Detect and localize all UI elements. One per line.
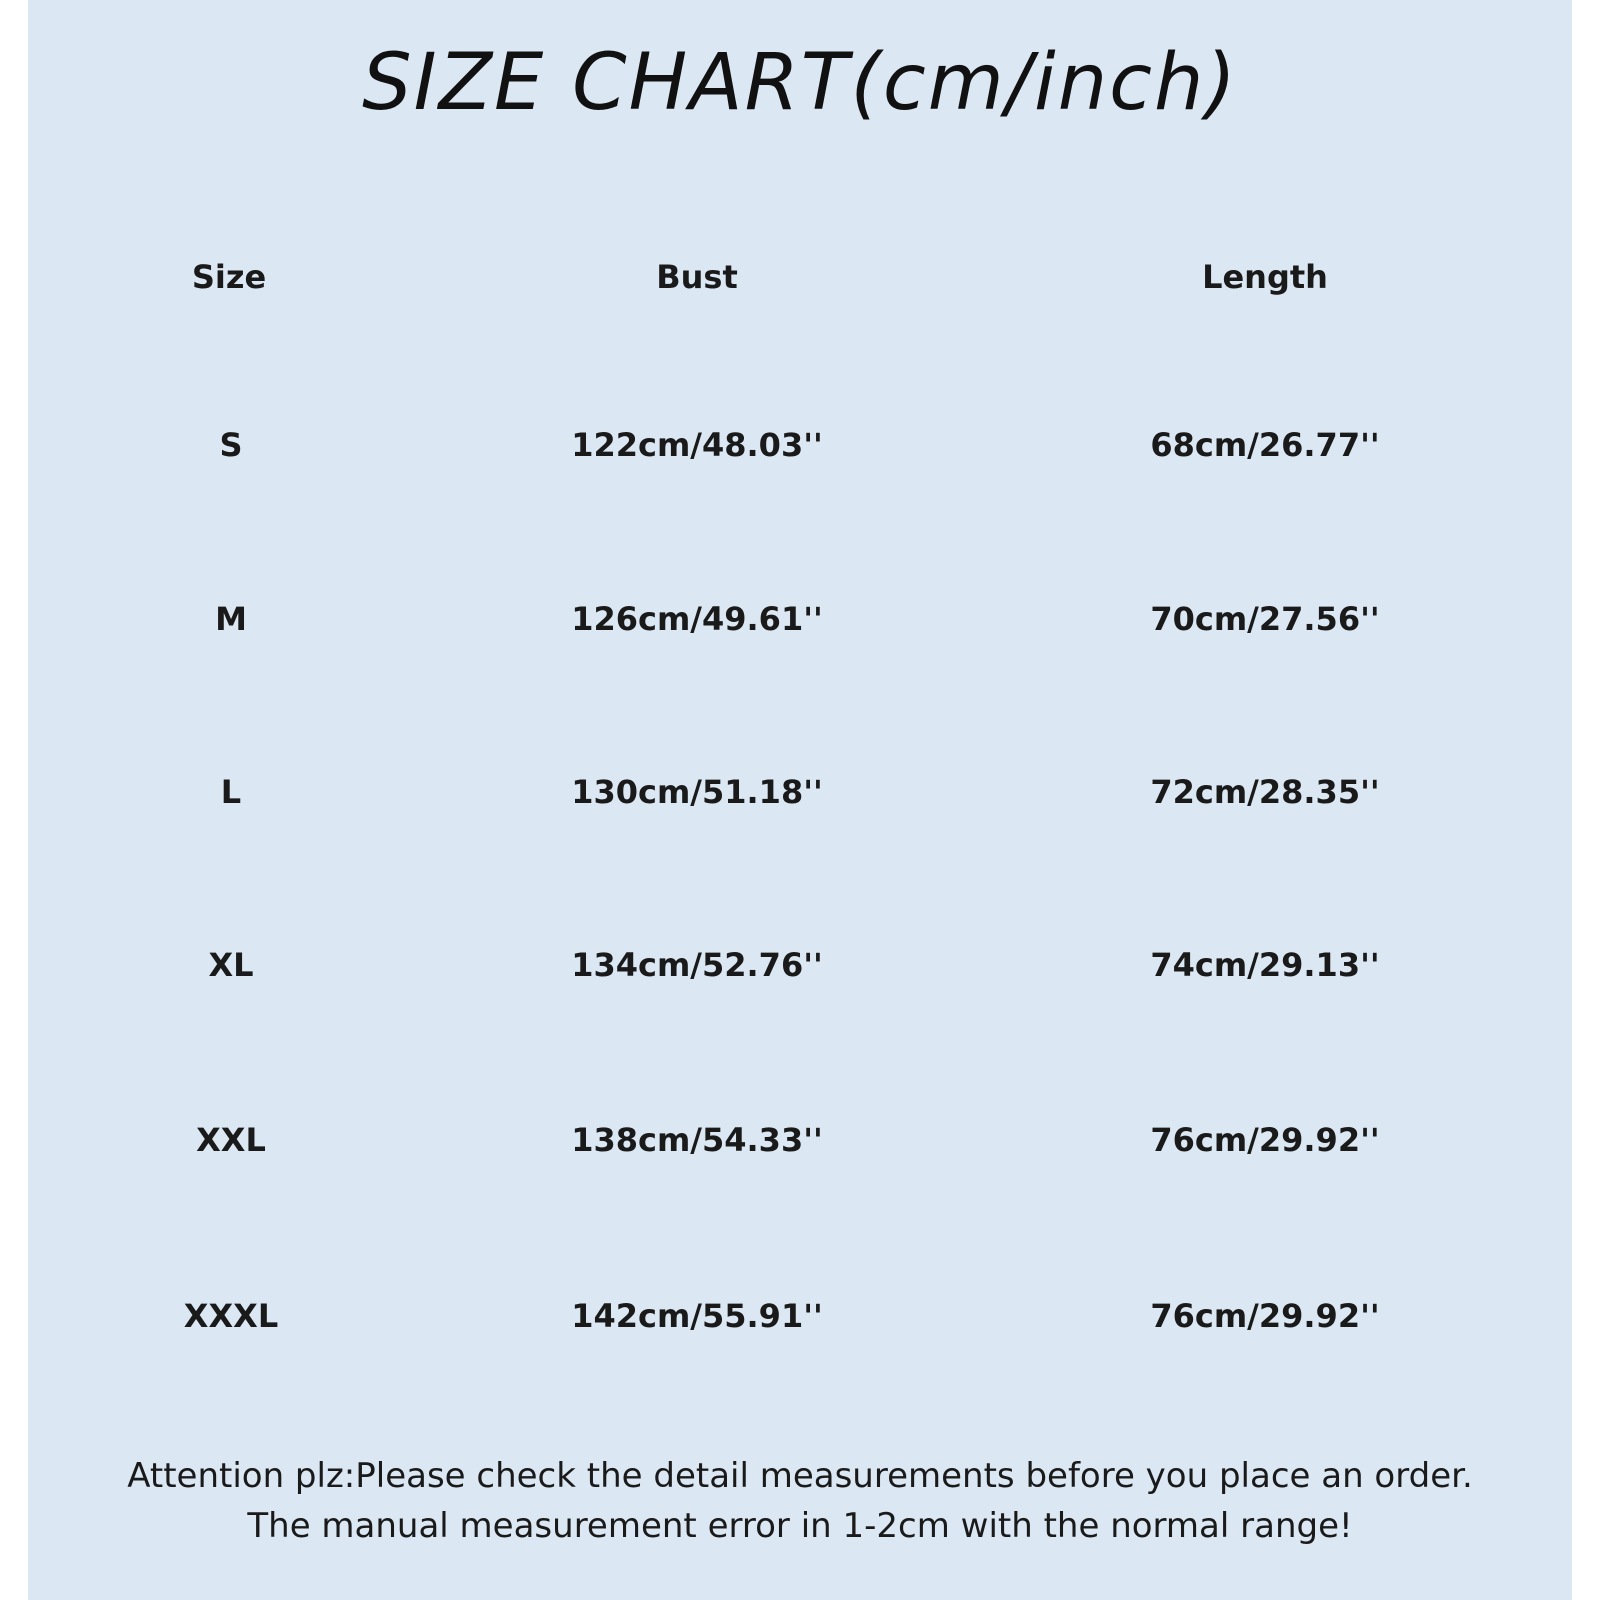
row-xl-size: XL (208, 946, 254, 984)
row-xxxl-bust: 142cm/55.91'' (571, 1297, 823, 1335)
row-xxl-length: 76cm/29.92'' (1150, 1121, 1380, 1159)
row-s-length: 68cm/26.77'' (1150, 426, 1380, 464)
row-m-length: 70cm/27.56'' (1150, 600, 1380, 638)
header-length: Length (1202, 258, 1328, 296)
attention-note-line2: The manual measurement error in 1-2cm with the normal range! (247, 1506, 1353, 1546)
row-l-size: L (220, 773, 242, 811)
row-m-size: M (215, 600, 247, 638)
row-m-bust: 126cm/49.61'' (571, 600, 823, 638)
row-l-bust: 130cm/51.18'' (571, 773, 823, 811)
row-xxxl-length: 76cm/29.92'' (1150, 1297, 1380, 1335)
row-l-length: 72cm/28.35'' (1150, 773, 1380, 811)
row-xl-length: 74cm/29.13'' (1150, 946, 1380, 984)
size-chart-title: SIZE CHART(cm/inch) (362, 38, 1238, 128)
header-size: Size (191, 258, 267, 296)
row-xxl-bust: 138cm/54.33'' (571, 1121, 823, 1159)
row-s-size: S (219, 426, 243, 464)
header-bust: Bust (656, 258, 738, 296)
row-s-bust: 122cm/48.03'' (571, 426, 823, 464)
row-xl-bust: 134cm/52.76'' (571, 946, 823, 984)
attention-note-line1: Attention plz:Please check the detail measurements before you place an order. (127, 1456, 1473, 1496)
row-xxxl-size: XXXL (183, 1297, 279, 1335)
row-xxl-size: XXL (196, 1121, 266, 1159)
